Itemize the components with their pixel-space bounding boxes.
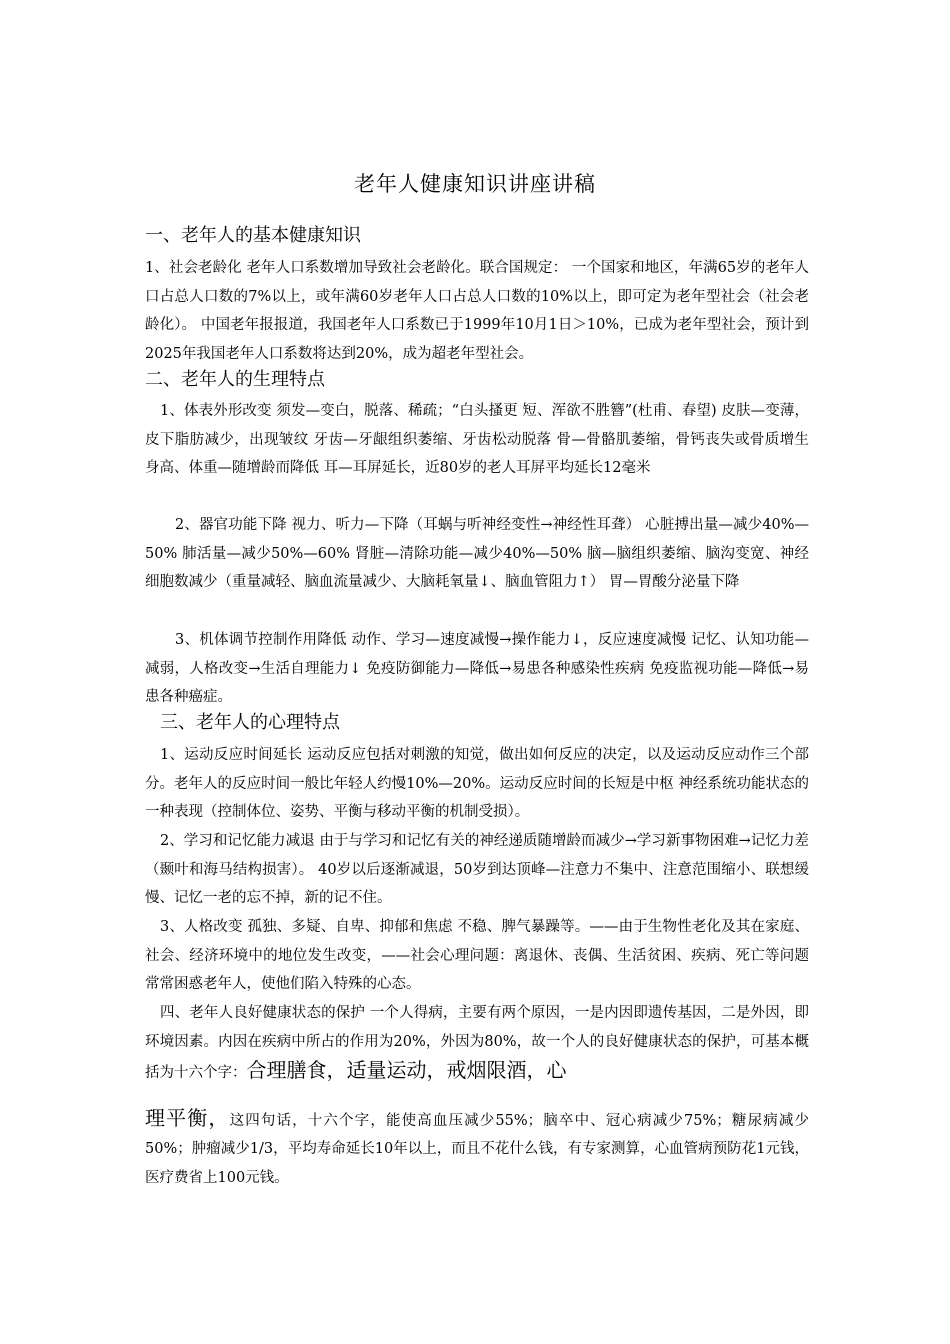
section-2-paragraph-2: 2、器官功能下降 视力、听力—下降（耳蜗与听神经变性→神经性耳聋） 心脏搏出量—减少40%—50% 肺活量—减少50%—60% 肾脏—清除功能—减少40%—50% 脑—脑组织萎缩、脑沟变宽、神经细胞数减少（重量减轻、脑血流量减少、大脑耗氧量↓、脑血管阻力↑） 胃—胃酸分泌量下降 (145, 517, 809, 590)
section-4-slogan-part-2: 理平衡， (145, 1105, 230, 1130)
section-2-paragraph-1: 1、体表外形改变 须发—变白，脱落、稀疏；“白头搔更 短、浑欲不胜簪”(杜甫、春望) 皮肤—变薄，皮下脂肪减少，出现皱纹 牙齿—牙龈组织萎缩、牙齿松动脱落 骨—骨骼肌萎缩，骨钙丧失或骨质增生 身高、体重—随增龄而降低 耳—耳屏延长，近80岁的老人耳屏平均延长12毫米 (145, 403, 809, 476)
section-4-slogan-part-1: 合理膳食，适量运动，戒烟限酒，心 (246, 1058, 567, 1082)
section-2-paragraph-3: 3、机体调节控制作用降低 动作、学习—速度减慢→操作能力↓，反应速度减慢 记忆、认知功能—减弱，人格改变→生活自理能力↓ 免疫防御能力—降低→易患各种感染性疾病 免疫监视功能—降低→易患各种癌症。 (145, 632, 809, 705)
section-4-conclusion-text: 这四句话，十六个字，能使高血压减少55%；脑卒中、冠心病减少75%；糖尿病减少50%；肿瘤减少1/3，平均寿命延长10年以上，而且不花什么钱，有专家测算，心血管病预防花1元钱，医疗费省上100元钱。 (145, 1112, 809, 1186)
section-3-paragraph-3: 3、人格改变 孤独、多疑、自卑、抑郁和焦虑 不稳、脾气暴躁等。——由于生物性老化及其在家庭、社会、经济环境中的地位发生改变，——社会心理问题：离退休、丧偶、生活贫困、疾病、死亡等问题常常困惑老年人，使他们陷入特殊的心态。 (145, 919, 809, 992)
document-title: 老年人健康知识讲座讲稿 (354, 172, 596, 196)
section-2-heading: 二、老年人的生理特点 (145, 369, 325, 390)
section-1-heading: 一、老年人的基本健康知识 (145, 225, 361, 246)
section-3-paragraph-1: 1、运动反应时间延长 运动反应包括对刺激的知觉，做出如何反应的决定，以及运动反应动作三个部分。老年人的反应时间一般比年轻人约慢10%—20%。运动反应时间的长短是中枢 神经系统功能状态的一种表现（控制体位、姿势、平衡与移动平衡的机制受损）。 (145, 747, 810, 820)
section-4-paragraph (145, 999, 809, 1192)
section-1-paragraph-1: 1、社会老龄化 老年人口系数增加导致社会老龄化。联合国规定： 一个国家和地区，年满65岁的老年人口占总人口数的7%以上，或年满60岁老年人口占总人口数的10%以上，即可定为老年型社会（社会老龄化）。 中国老年报报道，我国老年人口系数已于1999年10月1日＞10%，已成为老年型社会，预计到2025年我国老年人口系数将达到20%，成为超老年型社会。 (145, 260, 809, 362)
section-4-intro-text: 四、老年人良好健康状态的保护 一个人得病，主要有两个原因，一是内因即遗传基因，二是外因，即环境因素。内因在疾病中所占的作用为20%，外因为80%，故一个人的良好健康状态的保护，可基本概括为十六个字： (145, 1005, 809, 1081)
section-3-paragraph-2: 2、学习和记忆能力减退 由于与学习和记忆有关的神经递质随增龄而减少→学习新事物困难→记忆力差（颞叶和海马结构损害）。 40岁以后逐渐减退，50岁到达顶峰—注意力不集中、注意范围缩小、联想缓慢、记忆一老的忘不掉，新的记不住。 (145, 833, 809, 906)
section-3-heading: 三、老年人的心理特点 (160, 712, 340, 733)
